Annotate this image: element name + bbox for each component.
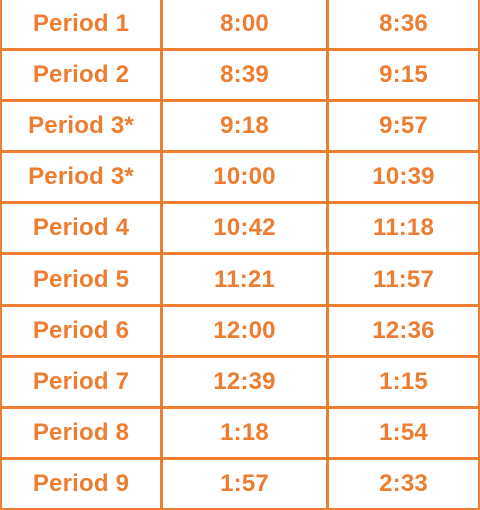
end-time-cell: 1:54	[379, 418, 428, 446]
end-time-cell: 11:57	[372, 265, 435, 293]
end-time-cell: 12:36	[372, 316, 435, 344]
end-time-cell: 9:15	[379, 61, 428, 89]
period-name-cell: Period 8	[32, 418, 130, 446]
end-time-cell: 2:33	[379, 469, 428, 497]
period-name-cell: Period 5	[32, 265, 130, 293]
end-time-cell: 11:18	[372, 214, 435, 242]
table-row	[2, 204, 478, 255]
start-time-cell: 11:21	[160, 255, 329, 303]
start-time-cell: 8:00	[160, 0, 329, 48]
table-row	[2, 255, 478, 306]
table-row	[2, 307, 478, 358]
start-time-cell: 9:18	[160, 102, 329, 150]
start-time-cell: 8:39	[160, 51, 329, 99]
end-time-cell: 9:57	[379, 112, 428, 140]
start-time-cell: 10:00	[160, 153, 329, 201]
period-name-cell: Period 9	[32, 469, 130, 497]
period-name-cell: Period 6	[32, 316, 130, 344]
start-time-cell: 12:00	[160, 307, 329, 355]
end-time-cell: 8:36	[379, 10, 428, 38]
period-name-cell: Period 3*	[28, 163, 134, 191]
table-row	[2, 153, 478, 204]
period-name-cell: Period 2	[32, 61, 130, 89]
period-name-cell: Period 4	[32, 214, 130, 242]
end-time-cell: 1:15	[379, 367, 428, 395]
table-row	[2, 0, 478, 51]
end-time-cell: 10:39	[372, 163, 435, 191]
start-time-cell: 1:57	[160, 460, 329, 508]
table-row	[2, 102, 478, 153]
start-time-cell: 12:39	[160, 358, 329, 406]
start-time-cell: 1:18	[160, 409, 329, 457]
table-row	[2, 409, 478, 460]
table-row	[2, 51, 478, 102]
table-row	[2, 460, 478, 508]
period-name-cell: Period 3*	[28, 112, 134, 140]
table-row	[2, 358, 478, 409]
start-time-cell: 10:42	[160, 204, 329, 252]
period-name-cell: Period 7	[32, 367, 130, 395]
period-name-cell: Period 1	[32, 10, 130, 38]
